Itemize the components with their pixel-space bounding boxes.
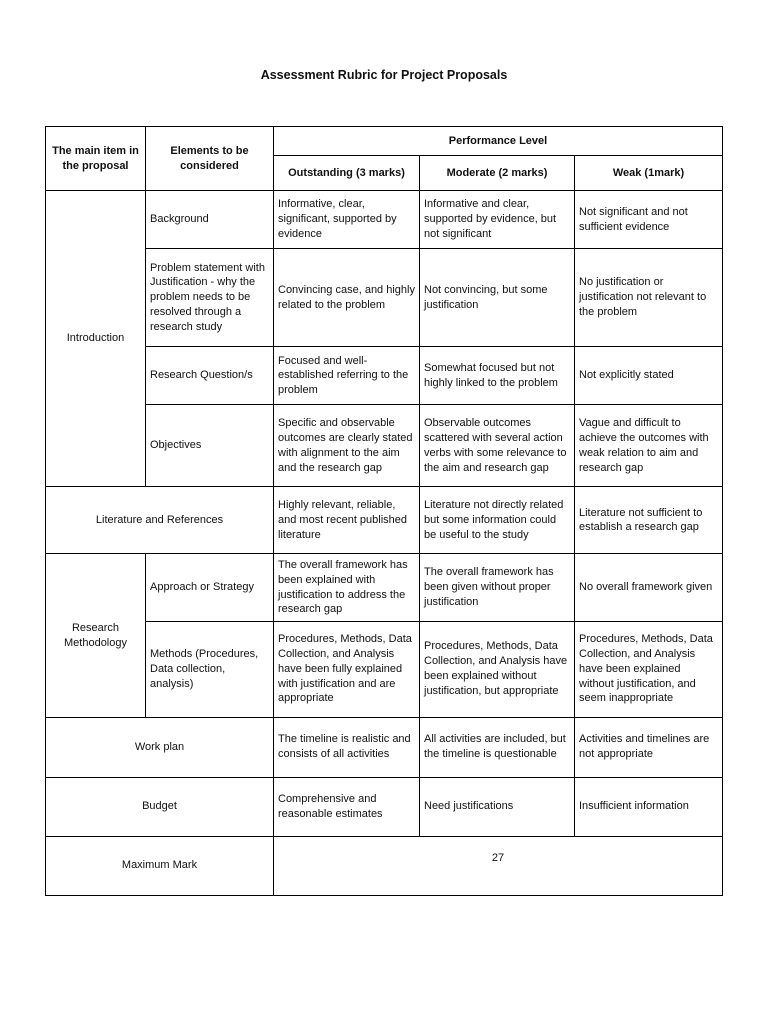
weak-cell: Not significant and not sufficient evidence	[575, 191, 723, 249]
outstanding-cell: Specific and observable outcomes are clearly stated with alignment to the aim and the research gap	[274, 405, 420, 487]
weak-cell: No justification or justification not relevant to the problem	[575, 249, 723, 347]
outstanding-cell: Convincing case, and highly related to the problem	[274, 249, 420, 347]
table-row	[46, 777, 723, 836]
weak-cell: Activities and timelines are not appropriate	[575, 717, 723, 777]
table-row	[46, 191, 723, 249]
header-row-1	[46, 127, 723, 156]
table-row	[46, 405, 723, 487]
weak-cell: Vague and difficult to achieve the outcomes with weak relation to aim and research gap	[575, 405, 723, 487]
weak-cell: Procedures, Methods, Data Collection, and Analysis have been explained without justification, and seem inappropriate	[575, 621, 723, 717]
table-row	[46, 347, 723, 405]
table-row	[46, 249, 723, 347]
moderate-cell: The overall framework has been given without proper justification	[420, 554, 575, 621]
outstanding-cell: The timeline is realistic and consists of all activities	[274, 717, 420, 777]
element-cell: Approach or Strategy	[146, 554, 274, 621]
moderate-cell: Need justifications	[420, 777, 575, 836]
element-cell: Methods (Procedures, Data collection, analysis)	[146, 621, 274, 717]
table-row	[46, 554, 723, 621]
table-row	[46, 836, 723, 895]
element-cell: Background	[146, 191, 274, 249]
table-row	[46, 621, 723, 717]
header-moderate: Moderate (2 marks)	[420, 156, 575, 191]
weak-cell: Not explicitly stated	[575, 347, 723, 405]
header-weak: Weak (1mark)	[575, 156, 723, 191]
outstanding-cell: Procedures, Methods, Data Collection, and Analysis have been fully explained with justification and are appropriate	[274, 621, 420, 717]
element-cell: Research Question/s	[146, 347, 274, 405]
outstanding-cell: Highly relevant, reliable, and most recent published literature	[274, 487, 420, 554]
section-workplan: Work plan	[46, 717, 274, 777]
section-methodology: Research Methodology	[46, 554, 146, 717]
moderate-cell: Literature not directly related but some information could be useful to the study	[420, 487, 575, 554]
table-row	[46, 717, 723, 777]
maximum-mark-value: 27	[274, 836, 723, 895]
moderate-cell: All activities are included, but the timeline is questionable	[420, 717, 575, 777]
weak-cell: Literature not sufficient to establish a research gap	[575, 487, 723, 554]
section-literature: Literature and References	[46, 487, 274, 554]
outstanding-cell: Comprehensive and reasonable estimates	[274, 777, 420, 836]
header-outstanding: Outstanding (3 marks)	[274, 156, 420, 191]
weak-cell: Insufficient information	[575, 777, 723, 836]
element-cell: Objectives	[146, 405, 274, 487]
weak-cell: No overall framework given	[575, 554, 723, 621]
element-cell: Problem statement with Justification - why the problem needs to be resolved through a research study	[146, 249, 274, 347]
table-row	[46, 487, 723, 554]
header-performance-level: Performance Level	[274, 127, 723, 156]
moderate-cell: Procedures, Methods, Data Collection, and Analysis have been explained without justification, but appropriate	[420, 621, 575, 717]
moderate-cell: Informative and clear, supported by evidence, but not significant	[420, 191, 575, 249]
rubric-table	[45, 126, 723, 896]
moderate-cell: Not convincing, but some justification	[420, 249, 575, 347]
section-budget: Budget	[46, 777, 274, 836]
header-main-item: The main item in the proposal	[46, 127, 146, 191]
page-title: Assessment Rubric for Project Proposals	[260, 68, 508, 82]
outstanding-cell: Informative, clear, significant, supported by evidence	[274, 191, 420, 249]
moderate-cell: Observable outcomes scattered with several action verbs with some relevance to the aim and research gap	[420, 405, 575, 487]
section-maximum-mark: Maximum Mark	[46, 836, 274, 895]
outstanding-cell: The overall framework has been explained with justification to address the research gap	[274, 554, 420, 621]
outstanding-cell: Focused and well-established referring to the problem	[274, 347, 420, 405]
moderate-cell: Somewhat focused but not highly linked to the problem	[420, 347, 575, 405]
header-elements: Elements to be considered	[146, 127, 274, 191]
section-introduction: Introduction	[46, 191, 146, 487]
